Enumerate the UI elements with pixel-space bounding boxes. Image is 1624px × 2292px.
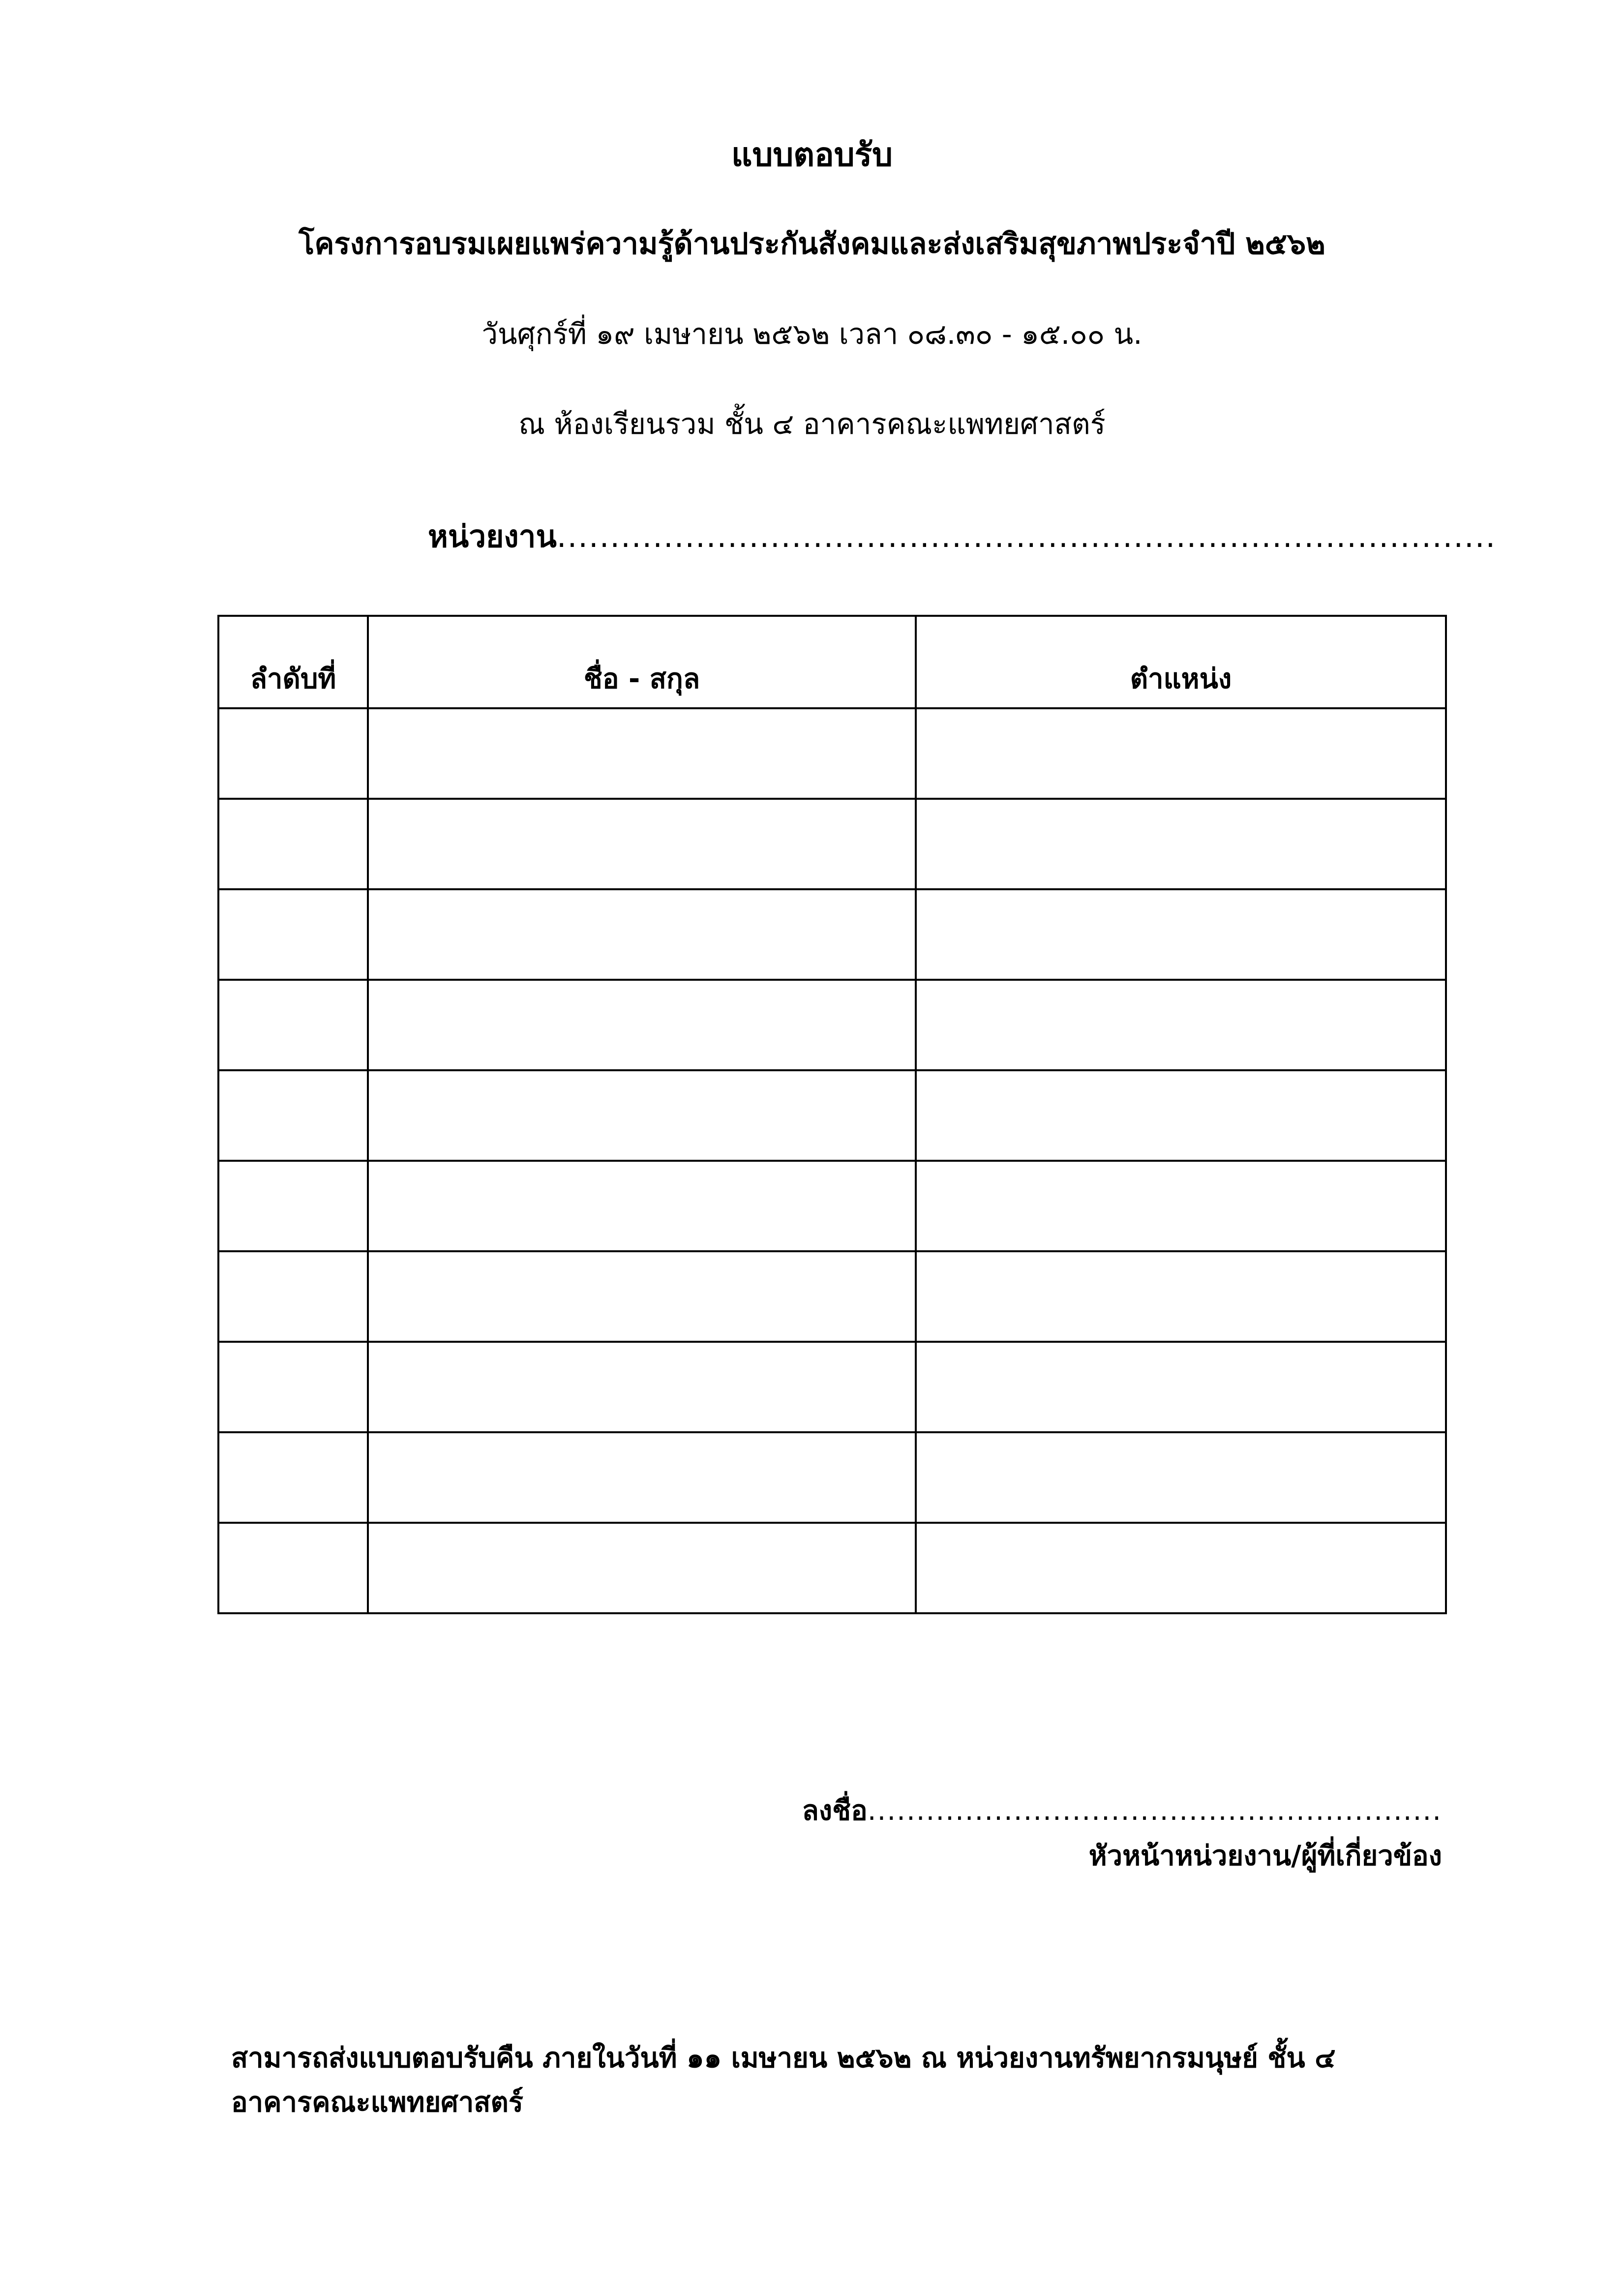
cell-name[interactable] [368,1432,916,1523]
cell-number[interactable] [218,1523,368,1613]
table-row [218,980,1446,1070]
cell-name[interactable] [368,1070,916,1161]
cell-position[interactable] [916,1161,1446,1251]
cell-number[interactable] [218,1251,368,1342]
cell-name[interactable] [368,1161,916,1251]
cell-position[interactable] [916,708,1446,799]
cell-name[interactable] [368,889,916,980]
column-header-position: ตำแหน่ง [916,616,1446,708]
form-title: แบบตอบรับ [731,136,893,174]
cell-name[interactable] [368,1251,916,1342]
signature-label: ลงชื่อ [802,1795,868,1827]
table-row [218,1251,1446,1342]
cell-position[interactable] [916,1432,1446,1523]
return-instructions [231,2036,1412,2125]
cell-position[interactable] [916,1523,1446,1613]
cell-name[interactable] [368,799,916,889]
project-title: โครงการอบรมเผยแพร่ความรู้ด้านประกันสังคมและส่งเสริมสุขภาพประจำปี ๒๕๖๒ [299,227,1325,261]
cell-position[interactable] [916,980,1446,1070]
cell-number[interactable] [218,1432,368,1523]
signature-dotted-line: ........................................................... [867,1795,1442,1827]
return-instructions-line-2: อาคารคณะแพทยศาสตร์ [231,2086,523,2118]
cell-name[interactable] [368,1342,916,1432]
attendee-table [217,615,1447,1614]
return-instructions-line-1: สามารถส่งแบบตอบรับคืน ภายในวันที่ ๑๑ เมษายน ๒๕๖๒ ณ หน่วยงานทรัพยากรมนุษย์ ชั้น ๔ [231,2042,1336,2074]
signature-role: หัวหน้าหน่วยงาน/ผู้ที่เกี่ยวข้อง [1088,1840,1442,1872]
column-header-name: ชื่อ - สกุล [368,616,916,708]
column-header-number: ลำดับที่ [218,616,368,708]
cell-number[interactable] [218,889,368,980]
table-row [218,1070,1446,1161]
table-row [218,889,1446,980]
table-header-row [218,616,1446,708]
unit-field[interactable] [428,513,1496,561]
table-row [218,708,1446,799]
table-row [218,1432,1446,1523]
cell-position[interactable] [916,1070,1446,1161]
cell-number[interactable] [218,1342,368,1432]
cell-number[interactable] [218,1161,368,1251]
cell-name[interactable] [368,980,916,1070]
unit-label: หน่วยงาน [428,518,557,554]
cell-name[interactable] [368,1523,916,1613]
signature-field[interactable] [802,1788,1442,1832]
event-date-time: วันศุกร์ที่ ๑๙ เมษายน ๒๕๖๒ เวลา ๐๘.๓๐ - ๑๕.๐๐ น. [481,317,1143,351]
cell-number[interactable] [218,799,368,889]
table-row [218,1523,1446,1613]
table-row [218,799,1446,889]
cell-name[interactable] [368,708,916,799]
cell-position[interactable] [916,1251,1446,1342]
table-row [218,1342,1446,1432]
cell-number[interactable] [218,980,368,1070]
cell-number[interactable] [218,1070,368,1161]
cell-number[interactable] [218,708,368,799]
table-row [218,1161,1446,1251]
cell-position[interactable] [916,799,1446,889]
event-venue: ณ ห้องเรียนรวม ชั้น ๔ อาคารคณะแพทยศาสตร์ [518,407,1106,441]
cell-position[interactable] [916,1342,1446,1432]
cell-position[interactable] [916,889,1446,980]
unit-dotted-line: ........................................................................................ [556,518,1497,554]
